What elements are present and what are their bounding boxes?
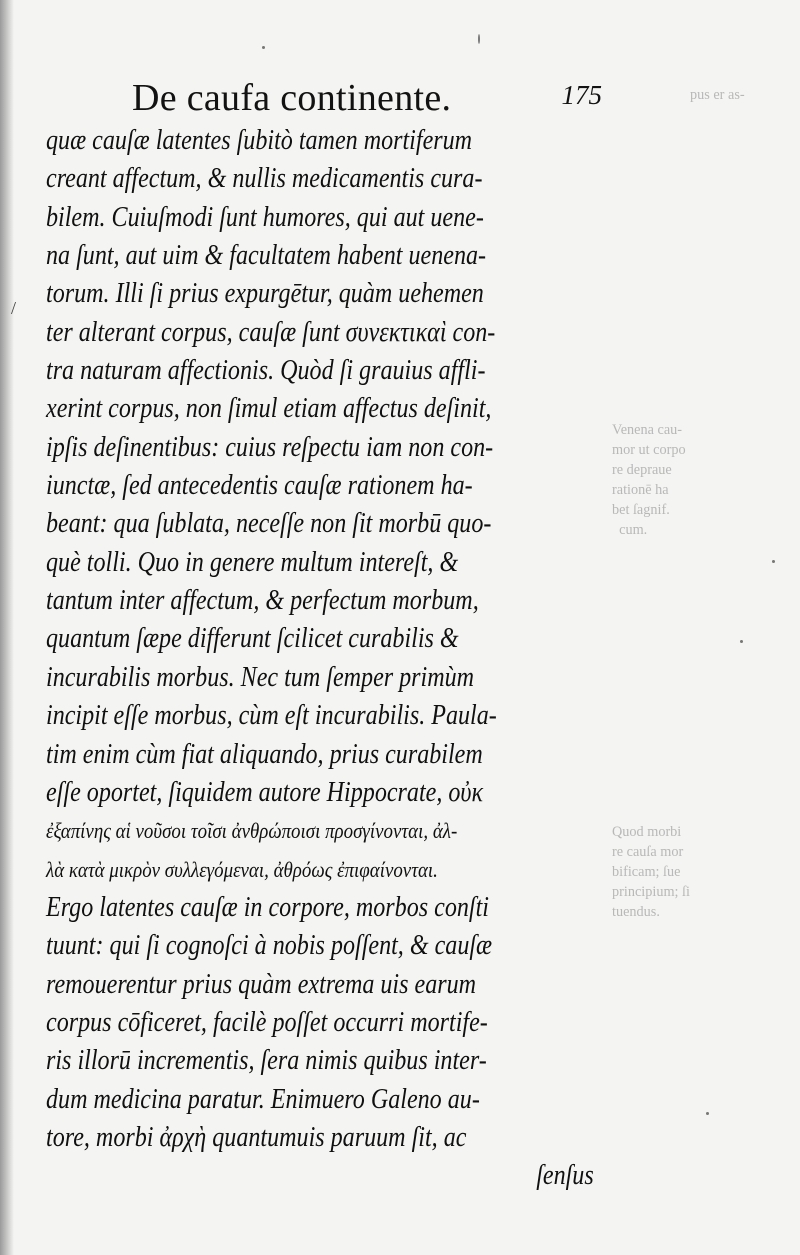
text-line: incipit eſſe morbus, cùm eſt incurabilis. Paula-: [46, 700, 497, 732]
text-line: xerint corpus, non ſimul etiam affectus deſinit,: [46, 393, 492, 425]
text-line: bilem. Cuiuſmodi ſunt humores, qui aut uene-: [46, 201, 484, 233]
bleed-through-low: Quod morbi re cauſa mor bificam; ſue principium; ſi tuendus.: [612, 824, 690, 920]
text-line: què tolli. Quo in genere multum intereſt, &: [46, 546, 459, 578]
text-line: ter alterant corpus, cauſæ ſunt συνεκτικαὶ con-: [46, 316, 496, 348]
body-text: [46, 122, 606, 1196]
text-line: Ergo latentes cauſæ in corpore, morbos conſti: [46, 891, 489, 923]
text-line: ris illorū incrementis, ſera nimis quibus inter-: [46, 1045, 487, 1077]
text-line: iunctæ, ſed antecedentis cauſæ rationem ha-: [46, 470, 473, 502]
text-line: quantum ſæpe differunt ſcilicet curabilis &: [46, 623, 459, 655]
text-line: torum. Illi ſi prius expurgētur, quàm uehemen: [46, 278, 484, 310]
margin-mark: /: [11, 298, 17, 318]
text-line: beant: qua ſublata, neceſſe non ſit morbū quo-: [46, 508, 492, 540]
text-line: ipſis deſinentibus: cuius reſpectu iam non con-: [46, 431, 494, 463]
header-title: De caufa continente.: [132, 77, 452, 119]
text-line: tra naturam affectionis. Quòd ſi grauius affli-: [46, 355, 486, 387]
greek-text-line: λὰ κατὰ μικρὸν συλλεγόμεναι, ἀθρόως ἐπιφαίνονται.: [46, 856, 438, 882]
text-line: tim enim cùm fiat aliquando, prius curabilem: [46, 738, 483, 770]
gutter-shadow: [0, 0, 17, 1255]
catchword: ſenſus: [536, 1160, 594, 1192]
text-line: tore, morbi ἀρχὴ quantumuis paruum ſit, ac: [46, 1121, 467, 1153]
bleed-through-top: pus er as-: [690, 87, 745, 103]
text-line: quæ cauſæ latentes ſubitò tamen mortiferum: [46, 125, 473, 156]
text-line: corpus cōficeret, facilè poſſet occurri mortife-: [46, 1006, 488, 1038]
text-line: dum medicina paratur. Enimuero Galeno au-: [46, 1083, 480, 1115]
ink-speck: [740, 640, 743, 643]
text-line: eſſe oportet, ſiquidem autore Hippocrate, οὐκ: [46, 776, 484, 808]
text-line: remouerentur prius quàm extrema uis earum: [46, 968, 477, 1000]
text-line: incurabilis morbus. Nec tum ſemper primùm: [46, 661, 475, 693]
text-line: na ſunt, aut uim & facultatem habent uenena-: [46, 240, 487, 272]
greek-text-line: ἐξαπίνης αἱ νοῦσοι τοῖσι ἀνθρώποισι προσγίνονται, ἀλ-: [46, 818, 458, 844]
page-number: 175: [561, 80, 602, 110]
running-header: [132, 76, 602, 122]
ink-speck: [478, 34, 480, 44]
text-line: tuunt: qui ſi cognoſci à nobis poſſent, & cauſæ: [46, 930, 493, 962]
bleed-through-mid: Venena cau- mor ut corpo re depraue rationē ha bet ſagnif. cum.: [612, 422, 686, 538]
ink-speck: [262, 46, 265, 49]
text-line: creant affectum, & nullis medicamentis cura-: [46, 163, 483, 195]
ink-speck: [706, 1112, 709, 1115]
text-line: tantum inter affectum, & perfectum morbum,: [46, 585, 479, 617]
ink-speck: [772, 560, 775, 563]
